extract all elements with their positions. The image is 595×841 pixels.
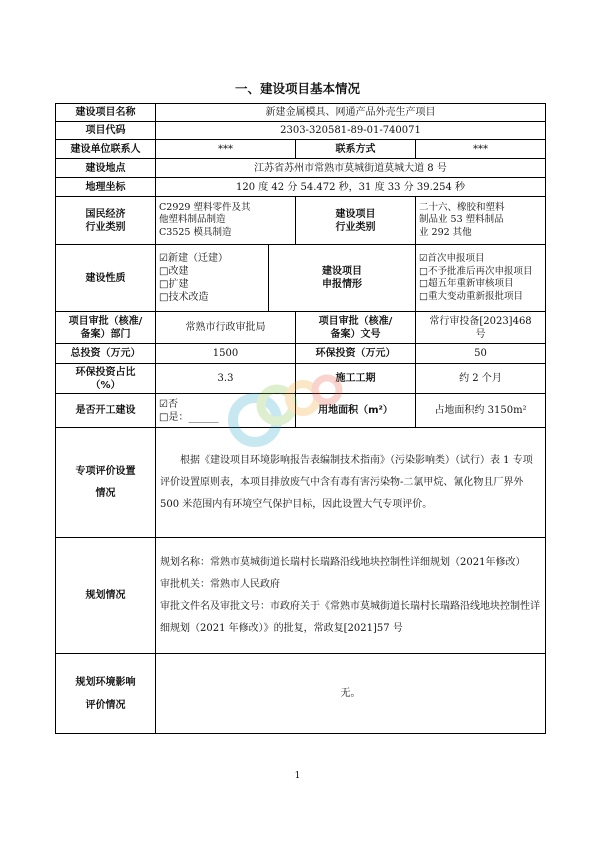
project-info-table: [55, 103, 546, 734]
value-industry-line3: C3525 模具制造: [159, 226, 232, 238]
row-project-code: [56, 122, 546, 140]
row-env-ratio: [56, 364, 546, 394]
value-project-industry-line3: 业 292 其他: [419, 226, 472, 238]
label-env-ratio-line1: 环保投资占比: [75, 366, 136, 378]
label-nature: 建设性质: [56, 245, 156, 312]
label-industry-line2: 行业类别: [85, 221, 126, 233]
checkbox-new-build[interactable]: ☑新建（迁建）: [159, 253, 228, 264]
row-planning: [56, 538, 546, 654]
label-approval-dept-line2: 备案）部门: [80, 328, 131, 340]
label-approval-no-line2: 备案）文号: [330, 328, 381, 340]
page-number: 1: [294, 771, 301, 781]
value-industry-line2: 他塑料制品制造: [159, 214, 226, 226]
value-approval-no-line1: 常行审投备[2023]468: [429, 315, 532, 327]
label-contact-method: 联系方式: [296, 140, 416, 159]
label-planning: 规划情况: [56, 538, 156, 654]
row-coords: [56, 178, 546, 197]
label-location: 建设地点: [56, 159, 156, 178]
row-contact: [56, 140, 546, 159]
value-project-name: 新建金属模具、网通产品外壳生产项目: [156, 104, 546, 122]
value-approval-no-line2: 号: [475, 328, 486, 340]
planning-document: 审批文件名及审批文号：市政府关于《常熟市莫城街道长瑞村长瑞路沿线地块控制性详细规划（2021 年修改）》的批复，常政复[2021]57 号: [160, 600, 540, 634]
label-special-line1: 专项评价设置: [75, 466, 136, 477]
checkbox-redeclare[interactable]: □不予批准后再次申报项目: [419, 265, 533, 277]
label-contact: 建设单位联系人: [56, 140, 156, 159]
label-industry-line1: 国民经济: [85, 208, 126, 220]
checkbox-five-year-review[interactable]: □超五年重新审核项目: [419, 278, 514, 289]
value-coords: 120 度 42 分 54.472 秒，31 度 33 分 39.254 秒: [156, 178, 546, 197]
value-construction-period: 约 2 个月: [416, 364, 546, 394]
checkbox-not-started[interactable]: ☑否: [159, 398, 178, 410]
value-project-industry-line2: 制品业 53 塑料制品: [419, 214, 504, 226]
label-total-investment: 总投资（万元）: [56, 344, 156, 364]
planning-name: 规划名称：常熟市莫城街道长瑞村长瑞路沿线地块控制性详细规划（2021年修改）: [160, 556, 526, 568]
label-plan-env-line1: 规划环境影响: [75, 676, 136, 688]
label-project-industry-line1: 建设项目: [335, 208, 376, 220]
value-env-ratio: 3.3: [156, 364, 296, 394]
row-investment: [56, 344, 546, 364]
value-total-investment: 1500: [156, 344, 296, 364]
label-coords: 地理坐标: [56, 178, 156, 197]
checkbox-expand[interactable]: □扩建: [159, 279, 189, 290]
label-declare-line1: 建设项目: [322, 266, 362, 277]
label-land-area: 用地面积（m²）: [296, 394, 416, 428]
label-started: 是否开工建设: [56, 394, 156, 428]
row-project-name: [56, 104, 546, 122]
label-project-code: 项目代码: [56, 122, 156, 140]
value-special-eval: 根据《建设项目环境影响报告表编制技术指南》（污染影响类）（试行）表 1 专项评价设置原则表，本项目排放废气中含有毒有害污染物-二氯甲烷、氰化物且厂界外 500 米范围内有环境空气保护目标，因此设置大气专项评价。: [156, 428, 546, 538]
row-special-eval: [56, 428, 546, 538]
row-nature: [56, 245, 546, 312]
value-location: 江苏省苏州市常熟市莫城街道莫城大道 8 号: [156, 159, 546, 178]
checkbox-major-change[interactable]: □重大变动重新报批项目: [419, 290, 523, 302]
label-env-investment: 环保投资（万元）: [296, 344, 416, 364]
value-project-code: 2303-320581-89-01-740071: [156, 122, 546, 140]
label-approval-dept-line1: 项目审批（核准/: [68, 315, 143, 327]
label-declare-line2: 申报情形: [322, 279, 362, 290]
planning-authority: 审批机关：常熟市人民政府: [160, 578, 280, 590]
row-approval: [56, 312, 546, 344]
value-land-area: 占地面积约 3150m²: [416, 394, 546, 428]
page-title: 一、建设项目基本情况: [234, 81, 360, 96]
label-special-line2: 情况: [95, 488, 116, 499]
value-plan-env: 无。: [156, 654, 546, 734]
label-env-ratio-line2: （%）: [90, 379, 121, 391]
value-industry-line1: C2929 塑料零件及其: [159, 201, 251, 213]
value-project-industry-line1: 二十六、橡胶和塑料: [419, 201, 505, 213]
checkbox-rebuild[interactable]: □改建: [159, 266, 189, 277]
checkbox-first-declare[interactable]: ☑首次申报项目: [419, 253, 485, 264]
row-plan-env: [56, 654, 546, 734]
value-env-investment: 50: [416, 344, 546, 364]
checkbox-started[interactable]: □是：______: [159, 411, 219, 423]
label-construction-period: 施工工期: [296, 364, 416, 394]
value-contact: ***: [156, 140, 296, 159]
row-industry: [56, 197, 546, 245]
value-approval-dept: 常熟市行政审批局: [156, 312, 296, 344]
checkbox-tech-upgrade[interactable]: □技术改造: [159, 292, 209, 303]
value-contact-method: ***: [416, 140, 546, 159]
label-project-industry-line2: 行业类别: [335, 221, 376, 233]
row-started: [56, 394, 546, 428]
label-approval-no-line1: 项目审批（核准/: [318, 315, 393, 327]
row-location: [56, 159, 546, 178]
label-plan-env-line2: 评价情况: [85, 699, 126, 711]
label-project-name: 建设项目名称: [56, 104, 156, 122]
